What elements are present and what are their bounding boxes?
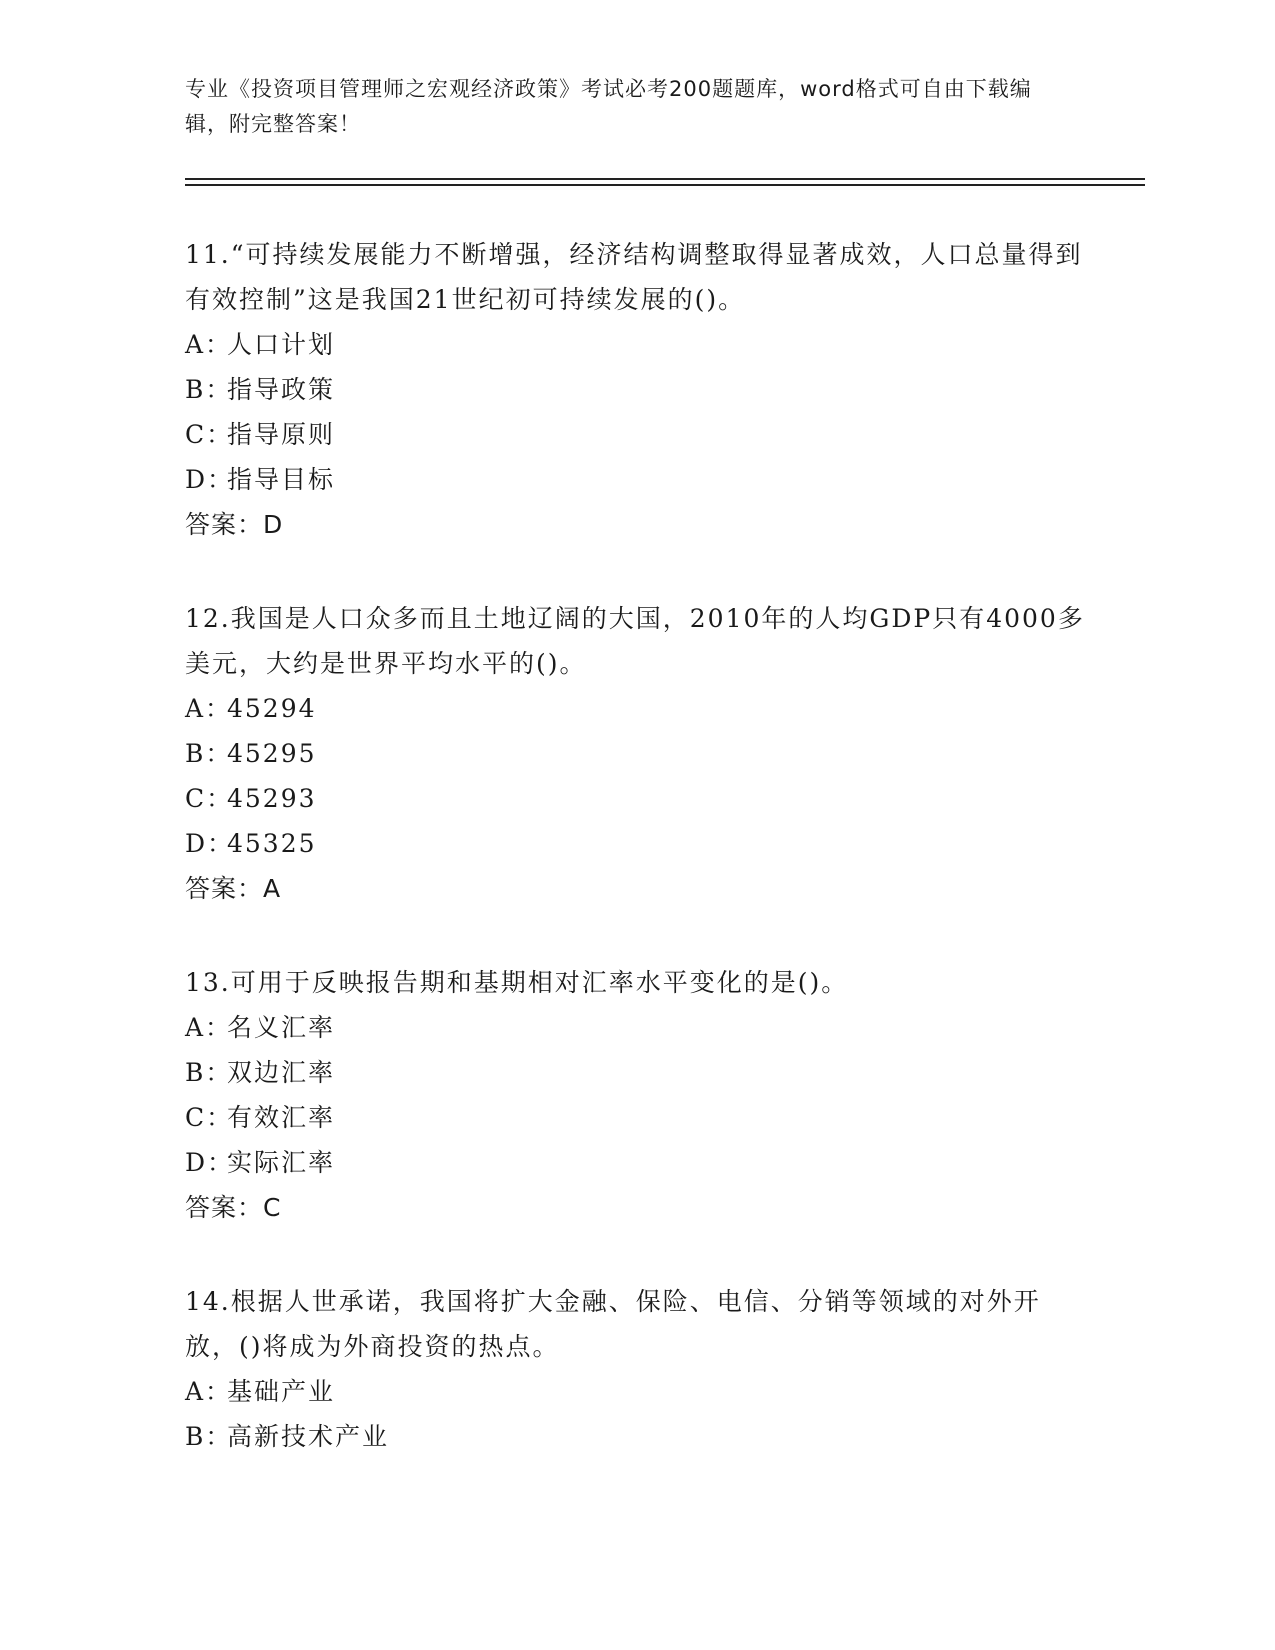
- option-key: D：: [185, 465, 235, 494]
- option-c: [185, 776, 1085, 821]
- option-d: [185, 821, 1085, 866]
- option-text: 指导目标: [227, 465, 336, 494]
- answer-line: 答案：A: [185, 874, 282, 903]
- option-a: [185, 686, 1085, 731]
- option-key: A：: [185, 1013, 233, 1042]
- option-key: D：: [185, 829, 235, 858]
- question-12: [185, 596, 1085, 911]
- question-stem: 14.根据人世承诺，我国将扩大金融、保险、电信、分销等领域的对外开放，()将成为外商投资的热点。: [185, 1287, 1041, 1361]
- option-key: B：: [185, 739, 233, 768]
- option-key: B：: [185, 1422, 233, 1451]
- option-key: A：: [185, 1377, 233, 1406]
- option-c: [185, 412, 1085, 457]
- option-text: 指导原则: [227, 420, 336, 449]
- option-d: [185, 457, 1085, 502]
- option-key: D：: [185, 1148, 235, 1177]
- header-divider-top: [185, 178, 1145, 180]
- option-text: 45294: [227, 694, 317, 723]
- question-stem: 11.“可持续发展能力不断增强，经济结构调整取得显著成效，人口总量得到有效控制”这是我国21世纪初可持续发展的()。: [185, 240, 1083, 314]
- option-text: 45325: [227, 829, 317, 858]
- header-divider-bottom: [185, 184, 1145, 186]
- option-key: B：: [185, 1058, 233, 1087]
- option-b: [185, 1414, 1085, 1459]
- option-text: 人口计划: [227, 330, 336, 359]
- option-a: [185, 322, 1085, 367]
- option-a: [185, 1005, 1085, 1050]
- option-c: [185, 1095, 1085, 1140]
- question-13: [185, 960, 1085, 1230]
- question-11: [185, 232, 1085, 547]
- option-b: [185, 731, 1085, 776]
- option-text: 有效汇率: [227, 1103, 336, 1132]
- option-text: 双边汇率: [227, 1058, 336, 1087]
- option-text: 45295: [227, 739, 317, 768]
- option-text: 45293: [227, 784, 317, 813]
- question-14: [185, 1279, 1085, 1459]
- answer-line: 答案：D: [185, 510, 284, 539]
- option-a: [185, 1369, 1085, 1414]
- option-key: C：: [185, 1103, 234, 1132]
- option-text: 基础产业: [227, 1377, 336, 1406]
- option-d: [185, 1140, 1085, 1185]
- option-b: [185, 1050, 1085, 1095]
- option-text: 高新技术产业: [227, 1422, 390, 1451]
- option-key: A：: [185, 330, 233, 359]
- question-stem: 12.我国是人口众多而且土地辽阔的大国，2010年的人均GDP只有4000多美元，大约是世界平均水平的()。: [185, 604, 1085, 678]
- option-text: 名义汇率: [227, 1013, 336, 1042]
- option-key: C：: [185, 420, 234, 449]
- option-text: 指导政策: [227, 375, 336, 404]
- question-stem: 13.可用于反映报告期和基期相对汇率水平变化的是()。: [185, 968, 849, 997]
- option-key: C：: [185, 784, 234, 813]
- option-text: 实际汇率: [227, 1148, 336, 1177]
- option-key: A：: [185, 694, 233, 723]
- option-key: B：: [185, 375, 233, 404]
- document-header: 专业《投资项目管理师之宏观经济政策》考试必考200题题库，word格式可自由下载编辑，附完整答案！: [185, 77, 1032, 136]
- answer-line: 答案：C: [185, 1193, 282, 1222]
- option-b: [185, 367, 1085, 412]
